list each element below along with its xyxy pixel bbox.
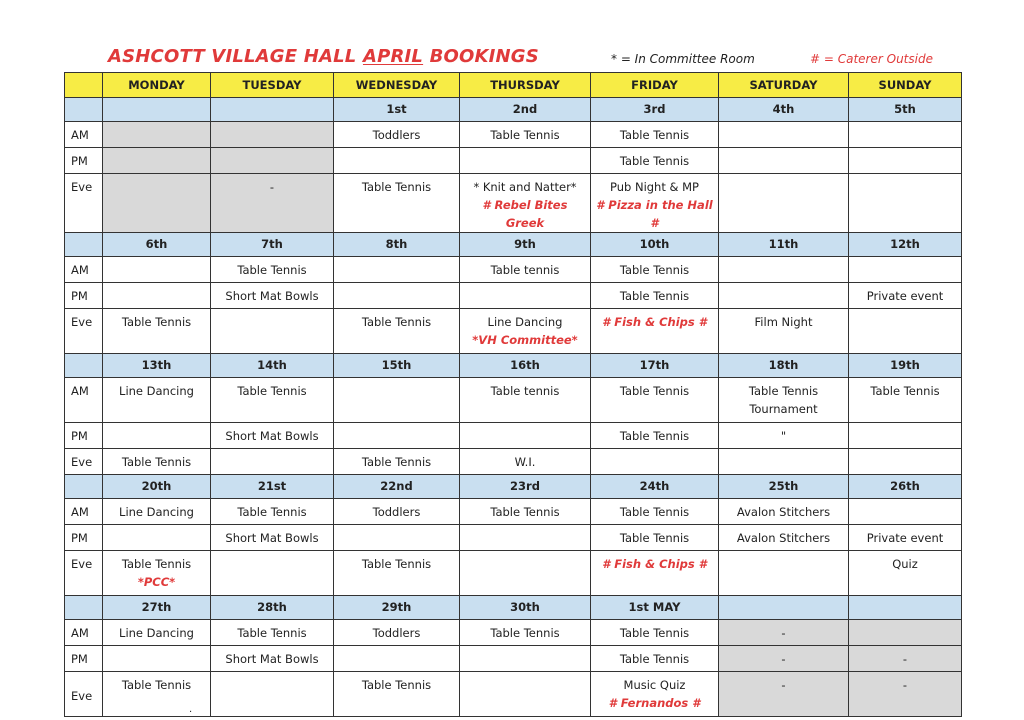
caterer-note: # Pizza in the Hall # <box>596 198 713 230</box>
date-cell: 24th <box>591 475 719 499</box>
date-cell: 15th <box>334 354 460 378</box>
booking-cell <box>849 148 962 174</box>
booking-cell <box>211 423 334 449</box>
booking-cell <box>211 525 334 551</box>
booking-text: Line Dancing <box>487 315 563 329</box>
booking-cell <box>103 525 211 551</box>
booking-cell <box>849 174 962 233</box>
day-header: SATURDAY <box>719 73 849 98</box>
session-row <box>65 646 962 672</box>
date-cell: 1st <box>334 98 460 122</box>
session-row <box>65 620 962 646</box>
legend-committee: * = In Committee Room <box>611 52 755 66</box>
booking-cell <box>591 122 719 148</box>
booking-text: Table Tennis <box>619 263 690 277</box>
date-cell: 18th <box>719 354 849 378</box>
date-cell: 27th <box>103 596 211 620</box>
booking-text: Line Dancing <box>119 384 194 398</box>
booking-cell <box>849 378 962 423</box>
booking-cell <box>849 499 962 525</box>
booking-cell <box>849 257 962 283</box>
caterer-note: *PCC* <box>137 575 176 589</box>
session-label: PM <box>65 646 103 672</box>
date-cell: 11th <box>719 233 849 257</box>
booking-cell <box>591 148 719 174</box>
session-label: Eve <box>65 309 103 354</box>
date-cell: 4th <box>719 98 849 122</box>
booking-cell <box>460 525 591 551</box>
booking-text: Line Dancing <box>119 626 194 640</box>
booking-text: Table Tennis <box>121 678 192 692</box>
booking-cell <box>591 525 719 551</box>
booking-cell <box>211 309 334 354</box>
booking-cell <box>334 423 460 449</box>
booking-cell <box>334 309 460 354</box>
booking-text: Line Dancing <box>119 505 194 519</box>
title-prefix: ASHCOTT VILLAGE HALL <box>108 46 363 67</box>
date-cell: 17th <box>591 354 719 378</box>
booking-cell <box>103 174 211 233</box>
date-cell: 29th <box>334 596 460 620</box>
booking-text: - <box>781 652 786 666</box>
booking-cell <box>211 672 334 717</box>
date-cell: 22nd <box>334 475 460 499</box>
booking-cell <box>211 646 334 672</box>
day-header: SUNDAY <box>849 73 962 98</box>
booking-text: Table Tennis <box>361 678 432 692</box>
booking-text: Table Tennis <box>237 505 307 519</box>
session-row <box>65 499 962 525</box>
booking-cell <box>460 122 591 148</box>
date-row-label <box>65 596 103 620</box>
booking-cell <box>591 672 719 717</box>
booking-cell <box>334 499 460 525</box>
booking-text: Table Tennis <box>121 315 192 329</box>
booking-text: Avalon Stitchers <box>736 531 831 545</box>
session-label: PM <box>65 525 103 551</box>
booking-cell <box>334 620 460 646</box>
booking-cell <box>849 525 962 551</box>
booking-text: Table tennis <box>490 263 560 277</box>
title-month: APRIL <box>362 46 424 67</box>
date-cell: 28th <box>211 596 334 620</box>
date-cell: 13th <box>103 354 211 378</box>
date-cell: 25th <box>719 475 849 499</box>
booking-text: Table Tennis <box>361 180 432 194</box>
booking-text: Table Tennis <box>237 626 307 640</box>
title-suffix: BOOKINGS <box>423 46 539 67</box>
booking-cell <box>334 672 460 717</box>
date-cell: 26th <box>849 475 962 499</box>
caterer-note: *VH Committee* <box>472 333 578 347</box>
booking-cell <box>211 174 334 233</box>
booking-text: Table Tennis <box>619 505 690 519</box>
date-row <box>65 596 962 620</box>
corner-cell <box>65 73 103 98</box>
session-row <box>65 525 962 551</box>
booking-cell <box>591 174 719 233</box>
booking-text: Table Tennis <box>619 652 690 666</box>
booking-text: Film Night <box>754 315 813 329</box>
date-row <box>65 233 962 257</box>
booking-text: Table Tennis <box>619 154 690 168</box>
session-row <box>65 378 962 423</box>
legend-caterer: # = Caterer Outside <box>810 52 933 66</box>
booking-text: Table Tennis <box>361 315 432 329</box>
date-cell <box>103 98 211 122</box>
booking-cell <box>103 499 211 525</box>
caterer-note: # Rebel Bites Greek <box>482 198 568 230</box>
booking-cell <box>334 257 460 283</box>
booking-cell <box>211 499 334 525</box>
booking-cell <box>103 423 211 449</box>
booking-cell <box>719 174 849 233</box>
booking-cell <box>719 378 849 423</box>
booking-text: Private event <box>866 289 944 303</box>
booking-text: Table tennis <box>490 384 560 398</box>
booking-text: Pub Night & MP <box>609 180 699 194</box>
booking-cell <box>460 378 591 423</box>
booking-text: Toddlers <box>372 128 421 142</box>
booking-cell <box>719 283 849 309</box>
caterer-note: # Fish & Chips # <box>602 315 707 329</box>
booking-cell <box>591 309 719 354</box>
booking-cell <box>103 378 211 423</box>
booking-text: Table Tennis <box>237 384 307 398</box>
booking-cell <box>591 378 719 423</box>
booking-cell <box>591 646 719 672</box>
booking-cell <box>334 174 460 233</box>
booking-cell <box>719 257 849 283</box>
booking-text: Table Tennis <box>490 505 560 519</box>
booking-cell <box>849 620 962 646</box>
session-label: AM <box>65 499 103 525</box>
booking-cell <box>849 646 962 672</box>
booking-cell <box>719 525 849 551</box>
booking-cell <box>849 449 962 475</box>
booking-text: Table Tennis <box>490 626 560 640</box>
booking-cell <box>211 257 334 283</box>
booking-cell <box>103 672 211 717</box>
booking-text: Table Tennis <box>619 128 690 142</box>
date-row <box>65 475 962 499</box>
session-label: Eve <box>65 174 103 233</box>
booking-cell <box>211 122 334 148</box>
booking-text: - <box>902 678 908 692</box>
booking-cell <box>719 148 849 174</box>
footer-dot: . <box>189 704 193 715</box>
booking-text: Table Tennis <box>619 429 690 443</box>
session-label: Eve <box>65 449 103 475</box>
date-cell: 1st MAY <box>591 596 719 620</box>
booking-cell <box>334 148 460 174</box>
booking-cell <box>103 257 211 283</box>
date-cell: 23rd <box>460 475 591 499</box>
booking-cell <box>719 551 849 596</box>
booking-cell <box>460 283 591 309</box>
day-header: FRIDAY <box>591 73 719 98</box>
session-label: PM <box>65 283 103 309</box>
booking-cell <box>460 257 591 283</box>
date-cell: 20th <box>103 475 211 499</box>
booking-cell <box>591 620 719 646</box>
booking-text: W.I. <box>514 455 536 469</box>
booking-cell <box>591 257 719 283</box>
date-cell: 21st <box>211 475 334 499</box>
session-label: PM <box>65 423 103 449</box>
booking-cell <box>103 620 211 646</box>
booking-cell <box>591 283 719 309</box>
booking-cell <box>719 646 849 672</box>
session-row <box>65 449 962 475</box>
date-cell: 30th <box>460 596 591 620</box>
booking-cell <box>849 551 962 596</box>
booking-text: Tournament <box>749 402 818 416</box>
session-row <box>65 309 962 354</box>
session-row <box>65 122 962 148</box>
session-row <box>65 148 962 174</box>
booking-cell <box>334 646 460 672</box>
date-cell: 2nd <box>460 98 591 122</box>
session-label: AM <box>65 620 103 646</box>
date-row-label <box>65 233 103 257</box>
date-cell <box>719 596 849 620</box>
booking-cell <box>849 283 962 309</box>
booking-text: Short Mat Bowls <box>225 652 319 666</box>
booking-cell <box>103 122 211 148</box>
date-cell <box>849 596 962 620</box>
booking-text: Table Tennis <box>361 557 432 571</box>
booking-text: Music Quiz <box>623 678 686 692</box>
booking-cell <box>211 620 334 646</box>
booking-text: Table Tennis <box>121 557 192 571</box>
date-cell: 5th <box>849 98 962 122</box>
page-header <box>0 0 1024 72</box>
booking-cell <box>103 646 211 672</box>
booking-cell <box>334 283 460 309</box>
date-cell: 9th <box>460 233 591 257</box>
booking-cell <box>460 672 591 717</box>
booking-cell <box>719 423 849 449</box>
booking-text: Toddlers <box>372 626 421 640</box>
session-row <box>65 672 962 717</box>
page-title <box>108 46 539 67</box>
day-header: TUESDAY <box>211 73 334 98</box>
booking-text: Short Mat Bowls <box>225 429 319 443</box>
date-cell: 14th <box>211 354 334 378</box>
booking-text: Table Tennis <box>619 626 690 640</box>
booking-cell <box>719 309 849 354</box>
date-cell: 3rd <box>591 98 719 122</box>
booking-text: Short Mat Bowls <box>225 289 319 303</box>
session-row <box>65 257 962 283</box>
booking-cell <box>719 449 849 475</box>
session-label: Eve <box>65 551 103 596</box>
booking-cell <box>334 525 460 551</box>
booking-text: Table Tennis <box>237 263 307 277</box>
booking-cell <box>103 283 211 309</box>
booking-cell <box>103 309 211 354</box>
booking-cell <box>719 499 849 525</box>
session-label: AM <box>65 257 103 283</box>
day-header: MONDAY <box>103 73 211 98</box>
day-header-row <box>65 73 962 98</box>
booking-cell <box>849 309 962 354</box>
booking-cell <box>460 499 591 525</box>
booking-cell <box>211 551 334 596</box>
booking-cell <box>460 309 591 354</box>
date-cell: 19th <box>849 354 962 378</box>
booking-text: - <box>269 180 275 194</box>
booking-text: Table Tennis <box>748 384 819 398</box>
booking-cell <box>460 174 591 233</box>
bookings-table <box>64 72 962 717</box>
booking-text: Table Tennis <box>121 455 192 469</box>
booking-cell <box>460 423 591 449</box>
booking-text: Toddlers <box>372 505 421 519</box>
booking-text: Quiz <box>892 557 918 571</box>
date-cell: 8th <box>334 233 460 257</box>
booking-text: Table Tennis <box>619 289 690 303</box>
booking-cell <box>460 449 591 475</box>
session-label: AM <box>65 378 103 423</box>
booking-text: - <box>902 652 908 666</box>
booking-cell <box>211 148 334 174</box>
booking-text: - <box>781 678 786 692</box>
booking-text: Private event <box>866 531 944 545</box>
day-header: WEDNESDAY <box>334 73 460 98</box>
booking-cell <box>460 646 591 672</box>
booking-text: * Knit and Natter* <box>473 180 577 194</box>
booking-text: " <box>780 429 787 443</box>
booking-text: Table Tennis <box>619 384 690 398</box>
booking-text: Table Tennis <box>870 384 940 398</box>
booking-cell <box>211 378 334 423</box>
booking-cell <box>591 499 719 525</box>
day-header: THURSDAY <box>460 73 591 98</box>
date-cell: 12th <box>849 233 962 257</box>
caterer-note: # Fernandos # <box>608 696 701 710</box>
date-row <box>65 98 962 122</box>
booking-cell <box>211 283 334 309</box>
booking-cell <box>334 378 460 423</box>
date-cell: 16th <box>460 354 591 378</box>
session-row <box>65 283 962 309</box>
booking-cell <box>849 423 962 449</box>
date-cell: 7th <box>211 233 334 257</box>
date-cell <box>211 98 334 122</box>
booking-cell <box>591 423 719 449</box>
session-row <box>65 423 962 449</box>
date-row-label <box>65 475 103 499</box>
date-row-label <box>65 354 103 378</box>
booking-cell <box>211 449 334 475</box>
booking-cell <box>334 551 460 596</box>
date-row <box>65 354 962 378</box>
booking-cell <box>849 122 962 148</box>
booking-cell <box>334 122 460 148</box>
caterer-note: # Fish & Chips # <box>602 557 707 571</box>
booking-cell <box>591 449 719 475</box>
booking-text: Short Mat Bowls <box>225 531 319 545</box>
booking-cell <box>334 449 460 475</box>
booking-text: Table Tennis <box>361 455 432 469</box>
booking-text: Table Tennis <box>619 531 690 545</box>
booking-cell <box>103 551 211 596</box>
booking-cell <box>719 122 849 148</box>
booking-cell <box>719 672 849 717</box>
booking-cell <box>719 620 849 646</box>
booking-cell <box>460 551 591 596</box>
booking-cell <box>103 449 211 475</box>
booking-cell <box>103 148 211 174</box>
booking-text: Table Tennis <box>490 128 560 142</box>
session-label: Eve <box>65 672 103 717</box>
date-row-label <box>65 98 103 122</box>
booking-text: Avalon Stitchers <box>736 505 831 519</box>
date-cell: 10th <box>591 233 719 257</box>
booking-cell <box>591 551 719 596</box>
session-row <box>65 174 962 233</box>
date-cell: 6th <box>103 233 211 257</box>
booking-cell <box>460 620 591 646</box>
session-label: AM <box>65 122 103 148</box>
booking-text: - <box>781 626 786 640</box>
session-label: PM <box>65 148 103 174</box>
booking-cell <box>460 148 591 174</box>
session-row <box>65 551 962 596</box>
booking-cell <box>849 672 962 717</box>
